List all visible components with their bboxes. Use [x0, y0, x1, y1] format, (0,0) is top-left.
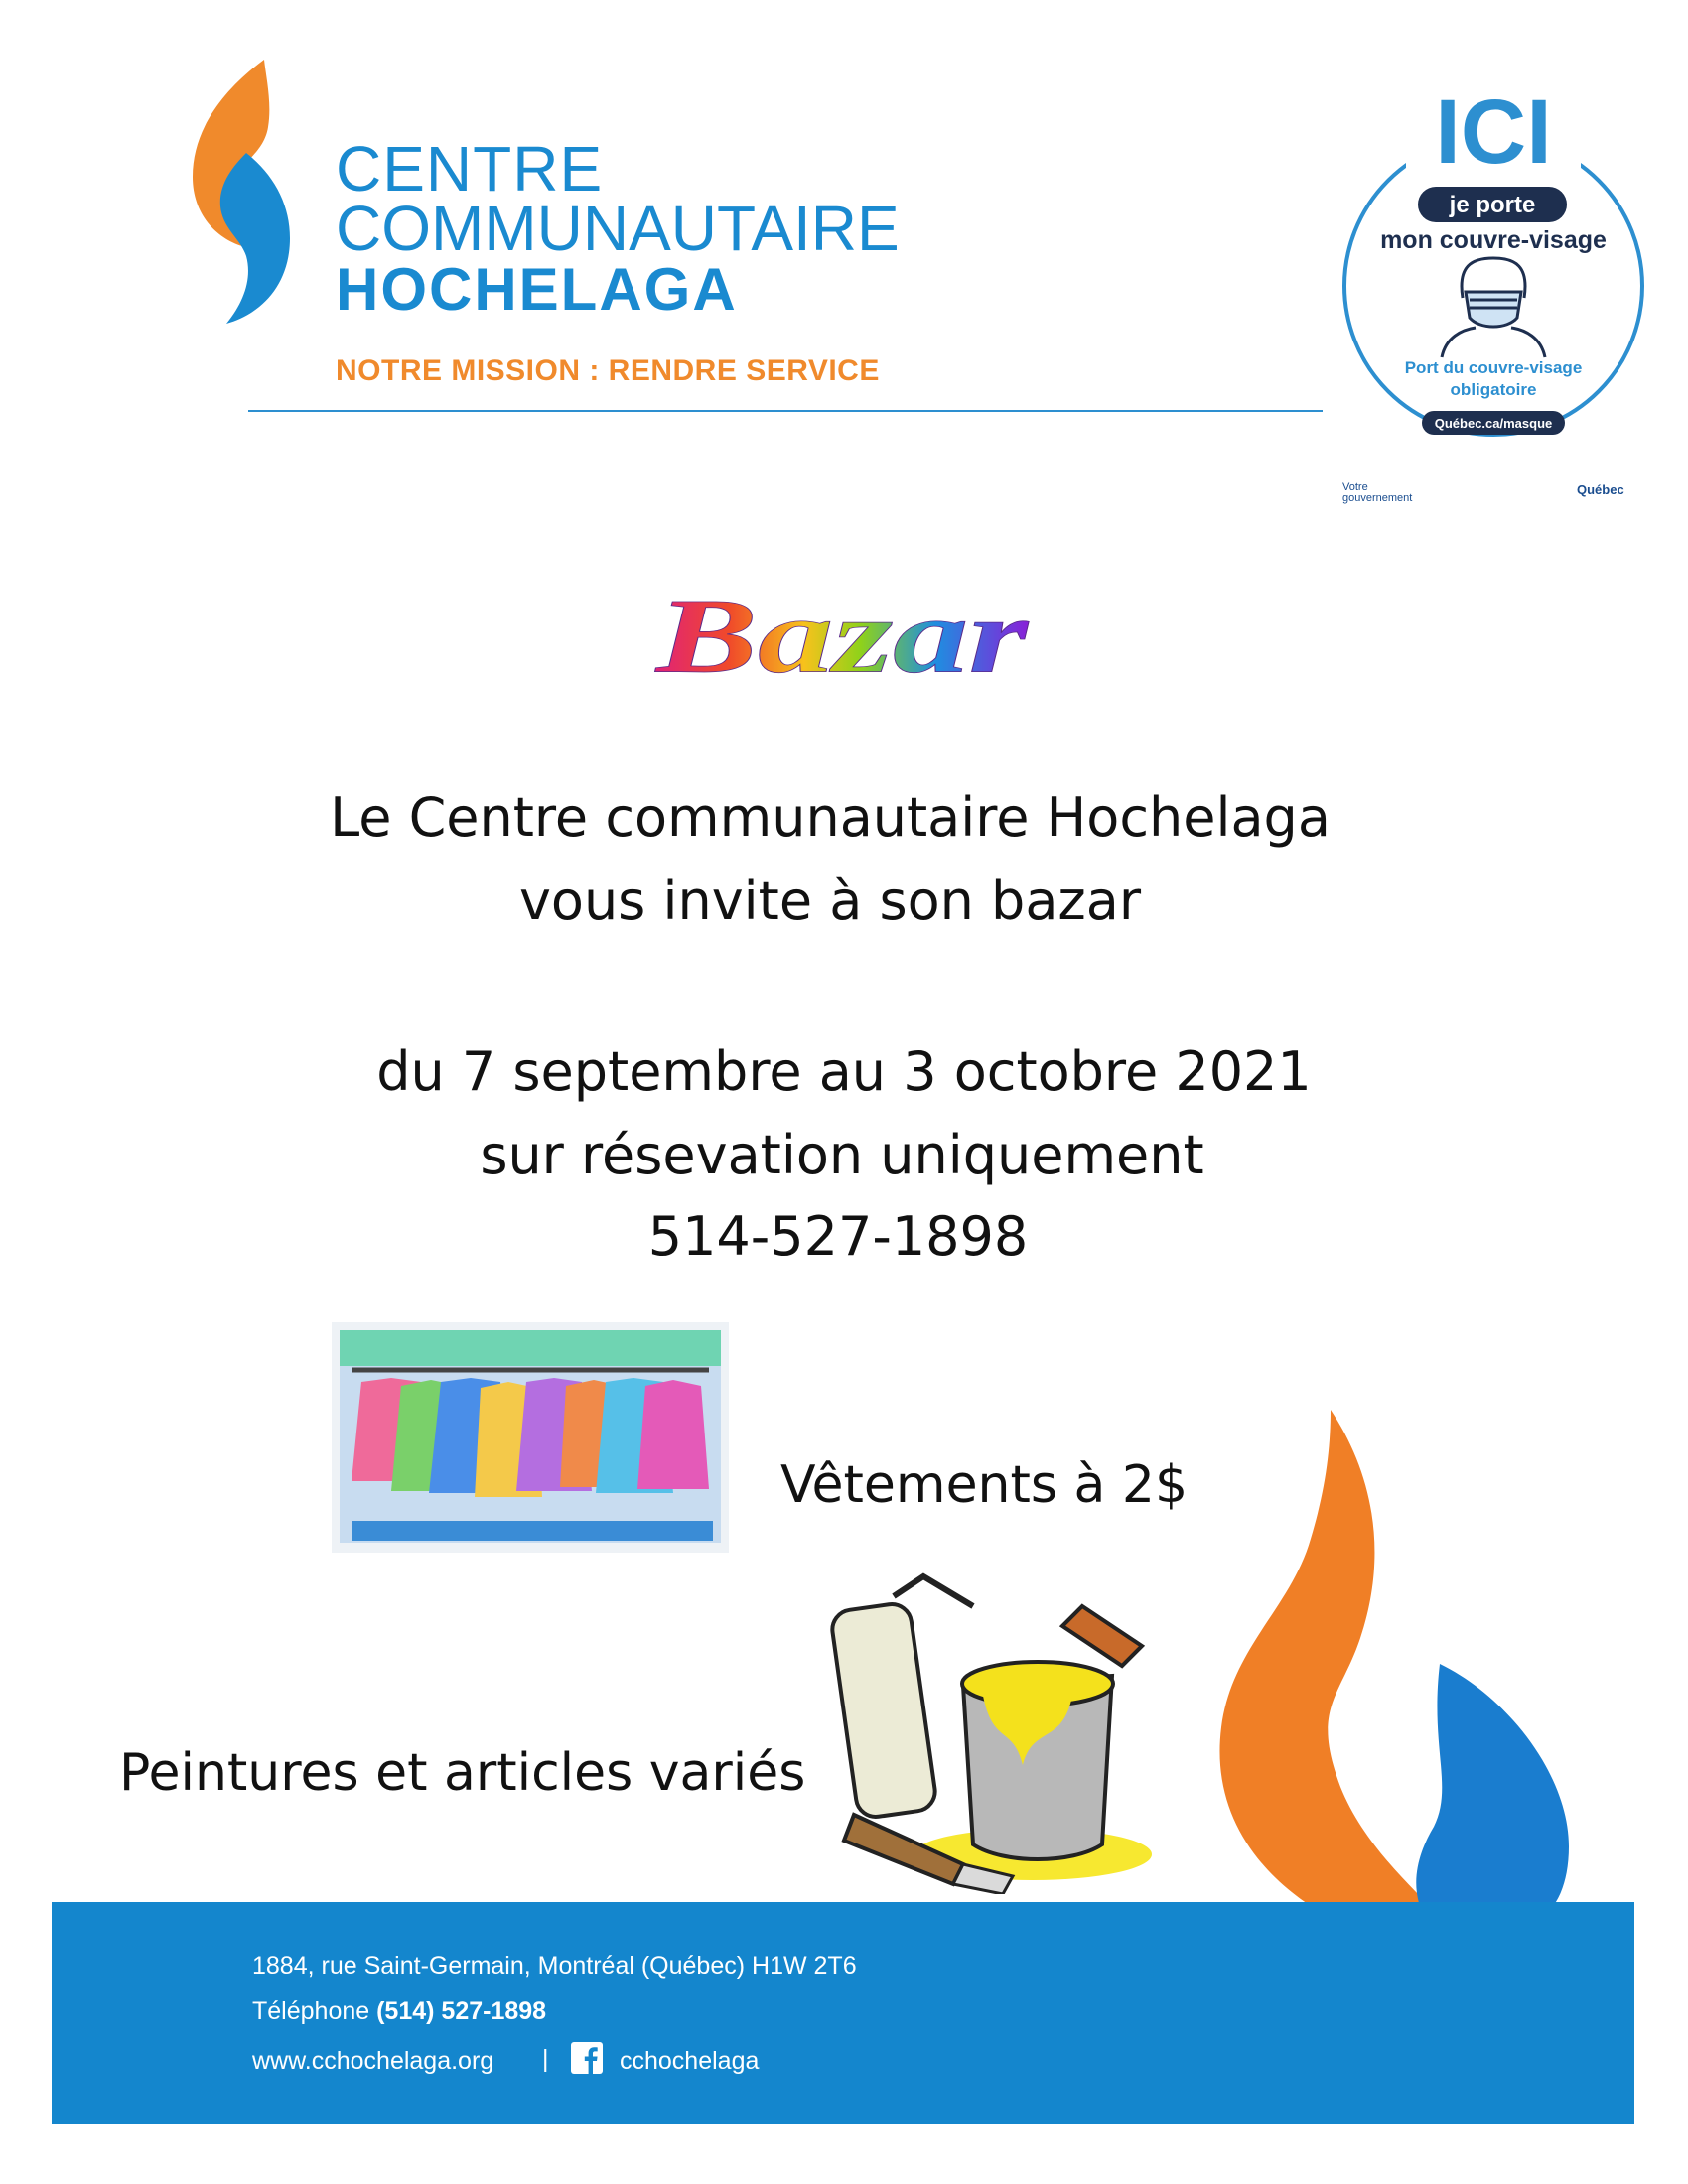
- flame-decoration-icon: [1192, 1410, 1609, 1906]
- footer-website-link[interactable]: www.cchochelaga.org: [252, 2047, 494, 2075]
- gov-logo-left: Votre gouvernement: [1342, 481, 1413, 504]
- badge-ici-text: ICI: [1435, 87, 1552, 183]
- badge-port-line1: Port du couvre-visage: [1404, 358, 1583, 377]
- footer-address: 1884, rue Saint-Germain, Montréal (Québec) H1W 2T6: [252, 1952, 857, 1979]
- footer-separator: |: [542, 2045, 549, 2073]
- mission-tagline: NOTRE MISSION : RENDRE SERVICE: [336, 354, 880, 387]
- facebook-icon[interactable]: [571, 2042, 603, 2074]
- logo-text-hochelaga: HOCHELAGA: [336, 256, 738, 323]
- badge-je-porte-text: je porte: [1449, 192, 1536, 218]
- intro-line-2: vous invite à son bazar: [518, 870, 1142, 932]
- badge-couvre-visage-text: mon couvre-visage: [1380, 226, 1607, 254]
- event-dates: du 7 septembre au 3 octobre 2021: [376, 1040, 1312, 1103]
- footer-facebook-link[interactable]: cchochelaga: [620, 2047, 760, 2075]
- bazar-title: [437, 556, 1231, 715]
- contact-phone: 514-527-1898: [647, 1205, 1029, 1268]
- logo-text-centre: CENTRE: [336, 133, 604, 205]
- badge-url-text: Québec.ca/masque: [1434, 416, 1553, 431]
- reservation-note: sur résevation uniquement: [480, 1124, 1204, 1186]
- intro-line-1: Le Centre communautaire Hochelaga: [330, 786, 1331, 849]
- clothes-rack-icon: [332, 1322, 729, 1553]
- header-divider: [248, 410, 1323, 412]
- flame-logo-icon: [187, 58, 296, 326]
- logo-text-communautaire: COMMUNAUTAIRE: [336, 193, 900, 264]
- mask-mandatory-badge: [1336, 87, 1650, 455]
- footer-phone: Téléphone (514) 527-1898: [252, 1997, 547, 2025]
- paint-items-label: Peintures et articles variés: [119, 1743, 806, 1803]
- clothes-price-label: Vêtements à 2$: [780, 1455, 1189, 1515]
- quebec-logo: Québec: [1577, 482, 1624, 497]
- badge-port-line2: obligatoire: [1450, 380, 1537, 399]
- paint-bucket-icon: [814, 1567, 1201, 1894]
- svg-text:Bazar: Bazar: [655, 576, 1029, 696]
